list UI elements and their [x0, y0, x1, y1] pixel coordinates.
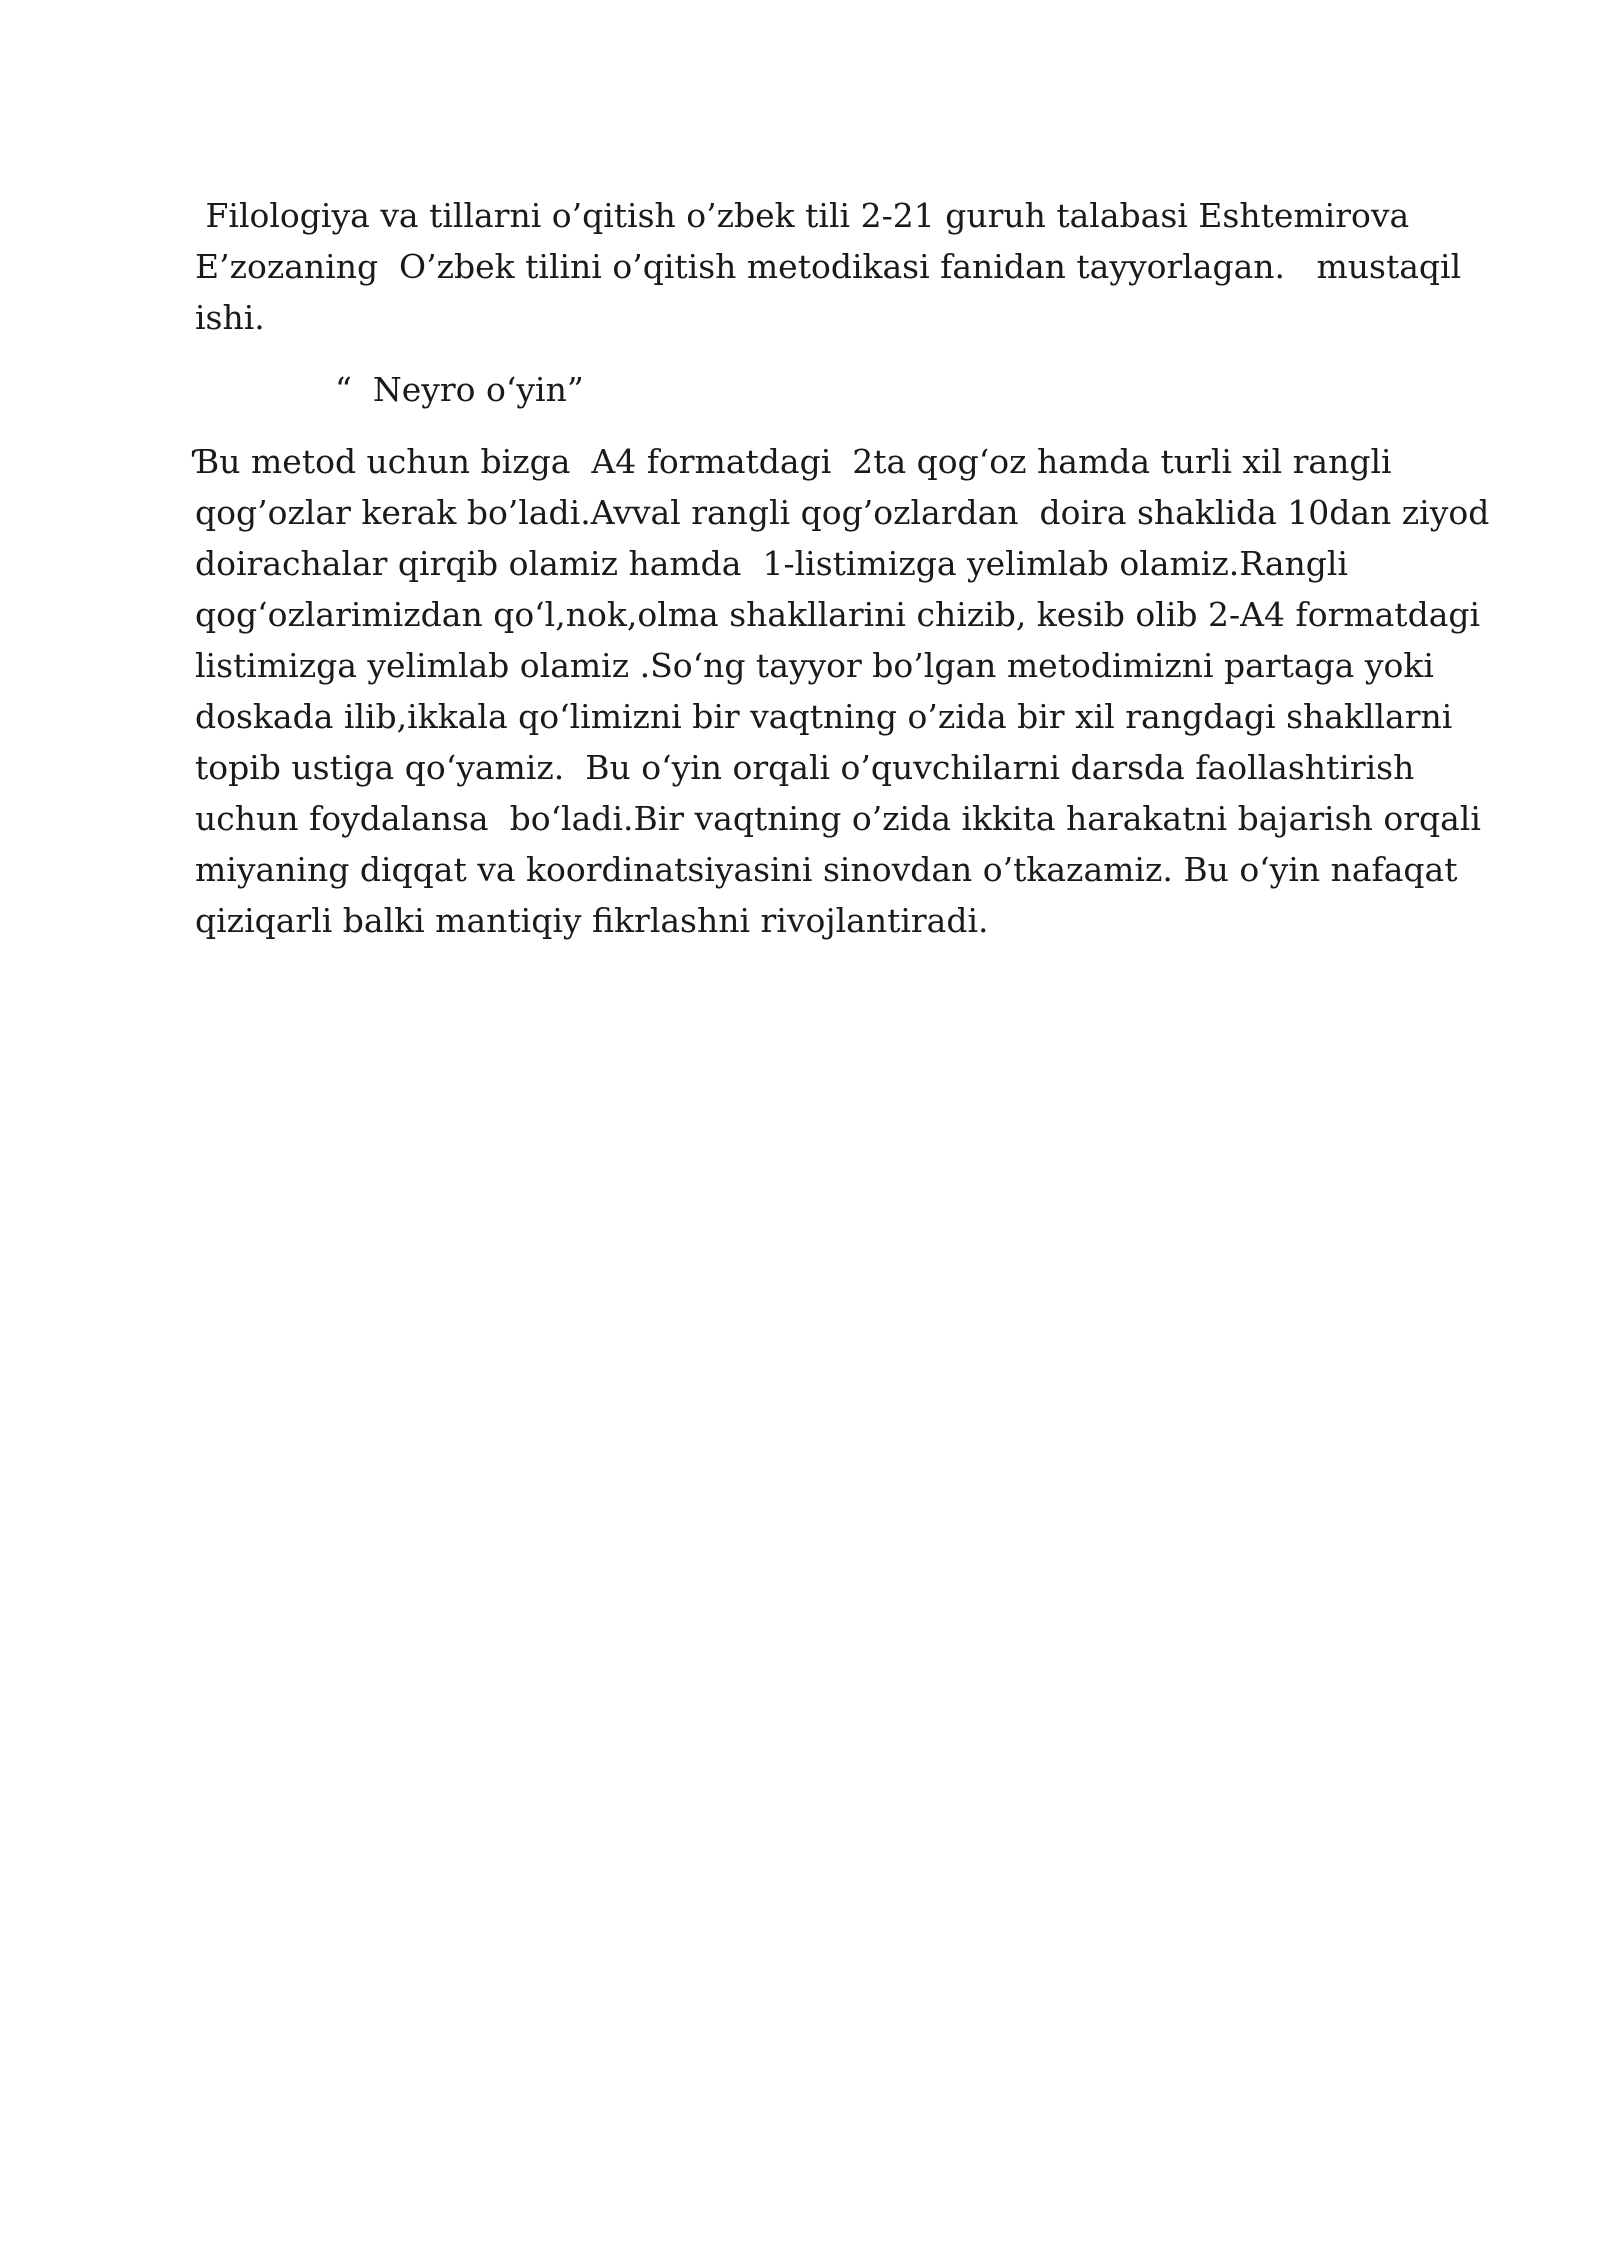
- intro-paragraph: [195, 190, 1462, 343]
- title-paragraph: [195, 364, 1420, 415]
- body-line: qog’ozlar kerak bo’ladi.Avval rangli qog’ozlardan doira shaklida 10dan ziyod: [195, 493, 1490, 532]
- body-line: qiziqarli balki mantiqiy fikrlashni rivojlantiradi.: [195, 901, 989, 940]
- intro-line: E’zozaning O’zbek tilini o’qitish metodikasi fanidan tayyorlagan. mustaqil: [195, 247, 1462, 286]
- body-line: qog‘ozlarimizdan qo‘l,nok,olma shakllarini chizib, kesib olib 2-A4 formatdagi: [195, 595, 1481, 634]
- body-line: Ɓu metod uchun bizga A4 formatdagi 2ta qog‘oz hamda turli xil rangli: [195, 442, 1392, 481]
- body-line: uchun foydalansa bo‘ladi.Bir vaqtning o’zida ikkita harakatni bajarish orqali: [195, 799, 1481, 838]
- intro-line: Filologiya va tillarni o’qitish o’zbek tili 2-21 guruh talabasi Eshtemirova: [195, 196, 1410, 235]
- body-line: doirachalar qirqib olamiz hamda 1-listimizga yelimlab olamiz.Rangli: [195, 544, 1348, 583]
- document-content: [195, 190, 1490, 946]
- document-title: “ Neyro o‘yin”: [335, 370, 584, 409]
- body-line: miyaning diqqat va koordinatsiyasini sinovdan o’tkazamiz. Bu o‘yin nafaqat: [195, 850, 1458, 889]
- body-line: listimizga yelimlab olamiz .So‘ng tayyor bo’lgan metodimizni partaga yoki: [195, 646, 1434, 685]
- body-paragraph: [195, 436, 1490, 946]
- body-line: topib ustiga qo‘yamiz. Bu o‘yin orqali o’quvchilarni darsda faollashtirish: [195, 748, 1415, 787]
- intro-line: ishi.: [195, 298, 265, 337]
- body-line: doskada ilib,ikkala qo‘limizni bir vaqtning o’zida bir xil rangdagi shakllarni: [195, 697, 1453, 736]
